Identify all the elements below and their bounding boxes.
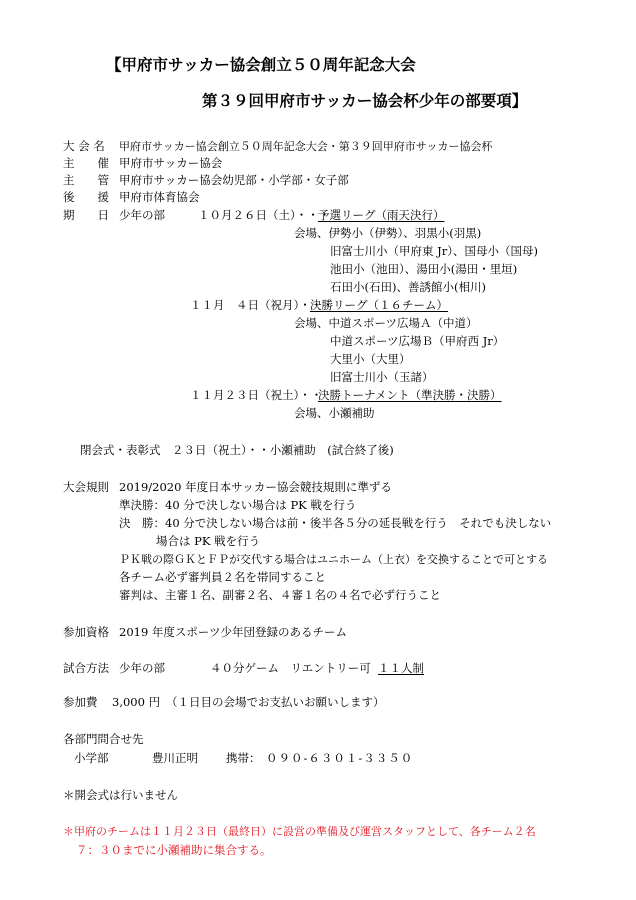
notice-line: ＊開会式は行いません <box>63 788 178 802</box>
day2-venue-1: 会場、中道スポーツ広場Ａ（中道） <box>294 316 478 330</box>
day1-venue-2: 旧富士川小（甲府東 Jr）、国母小（国母) <box>330 244 538 258</box>
fee-note: （１日目の会場でお支払いお願いします） <box>166 695 385 709</box>
day1-venue-3: 池田小（池田）、湯田小(湯田・里垣) <box>330 262 518 276</box>
tournament-name-label: 大 会 名 <box>63 139 105 153</box>
eligibility-value: 2019 年度スポーツ少年団登録のあるチーム <box>119 625 347 639</box>
ceremony-line: 閉会式・表彰式 ２３日（祝土）・・小瀬補助 (試合終了後) <box>80 443 394 457</box>
day1-venue-1: 会場、伊勢小（伊勢）、羽黒小(羽黒) <box>294 226 482 240</box>
day1-date: １０月２６日（土）・・・ <box>198 208 331 222</box>
rules-line3: 決 勝：40 分で決しない場合は前・後半各５分の延長戦を行う それでも決しない <box>119 516 552 530</box>
rules-line4: 場合は PK 戦を行う <box>156 534 261 548</box>
day3-event: 決勝トーナメント（準決勝・決勝） <box>318 388 502 402</box>
page-title-line1: 【甲府市サッカー協会創立５０周年記念大会 <box>106 55 416 74</box>
contact-person: 豊川正明 <box>152 751 198 765</box>
day2-date: １１月 ４日（祝月）・・・ <box>190 298 334 312</box>
format-players: １１人制 <box>378 661 424 675</box>
rules-label: 大会規則 <box>63 480 109 494</box>
contact-phone-label: 携帯： <box>226 751 261 765</box>
format-detail: ４０分ゲーム リエントリー可 <box>210 661 371 675</box>
day1-venue-4: 石田小(石田)、善誘館小(相川) <box>330 280 486 294</box>
host-value: 甲府市サッカー協会 <box>119 156 223 170</box>
day2-venue-4: 旧富士川小（玉諸） <box>330 370 434 384</box>
red-notice-line2: ７：３０までに小瀬補助に集合する。 <box>76 843 272 857</box>
day3-venue-1: 会場、小瀬補助 <box>294 406 375 420</box>
manage-label: 主 管 <box>63 173 109 187</box>
fee-label: 参加費 <box>63 695 98 709</box>
format-division: 少年の部 <box>119 661 165 675</box>
red-notice-line1: ＊甲府のチームは１１月２３日（最終日）に設営の準備及び運営スタッフとして、各チーム２名 <box>63 825 536 838</box>
day2-event: 決勝リーグ（１６チーム） <box>310 298 448 312</box>
day2-venue-2: 中道スポーツ広場Ｂ（甲府西 Jr） <box>330 334 505 348</box>
rules-line7: 審判は、主審１名、副審２名、４審１名の４名で必ず行うこと <box>119 588 441 602</box>
fee-amount: 3,000 円 <box>112 695 161 709</box>
tournament-name-value: 甲府市サッカー協会創立５０周年記念大会・第３９回甲府市サッカー協会杯 <box>119 140 493 153</box>
rules-line1: 2019/2020 年度日本サッカー協会競技規則に準ずる <box>119 480 392 494</box>
day2-venue-3: 大里小（大里） <box>330 352 411 366</box>
eligibility-label: 参加資格 <box>63 625 109 639</box>
rules-line5: ＰＫ戦の際ＧＫとＦＰが交代する場合はユニホーム（上衣）を交換することで可とする <box>119 553 548 566</box>
support-value: 甲府市体育協会 <box>119 190 200 204</box>
format-label: 試合方法 <box>63 661 109 675</box>
day3-date: １１月２３日（祝土）・・ <box>190 388 323 402</box>
page-title-line2: 第３９回甲府市サッカー協会杯少年の部要項】 <box>202 91 528 110</box>
contact-heading: 各部門問合せ先 <box>63 732 144 746</box>
period-label: 期 日 <box>63 208 109 222</box>
day1-event: 予選リーグ（雨天決行） <box>318 208 445 222</box>
support-label: 後 援 <box>63 190 109 204</box>
division-label: 少年の部 <box>119 208 165 222</box>
manage-value: 甲府市サッカー協会幼児部・小学部・女子部 <box>119 173 349 187</box>
host-label: 主 催 <box>63 156 109 170</box>
contact-phone: ０９０-６３０１-３３５０ <box>266 751 414 765</box>
rules-line2: 準決勝：40 分で決しない場合は PK 戦を行う <box>119 498 357 512</box>
contact-dept: 小学部 <box>74 751 109 765</box>
rules-line6: 各チーム必ず審判員２名を帯同すること <box>119 570 326 584</box>
